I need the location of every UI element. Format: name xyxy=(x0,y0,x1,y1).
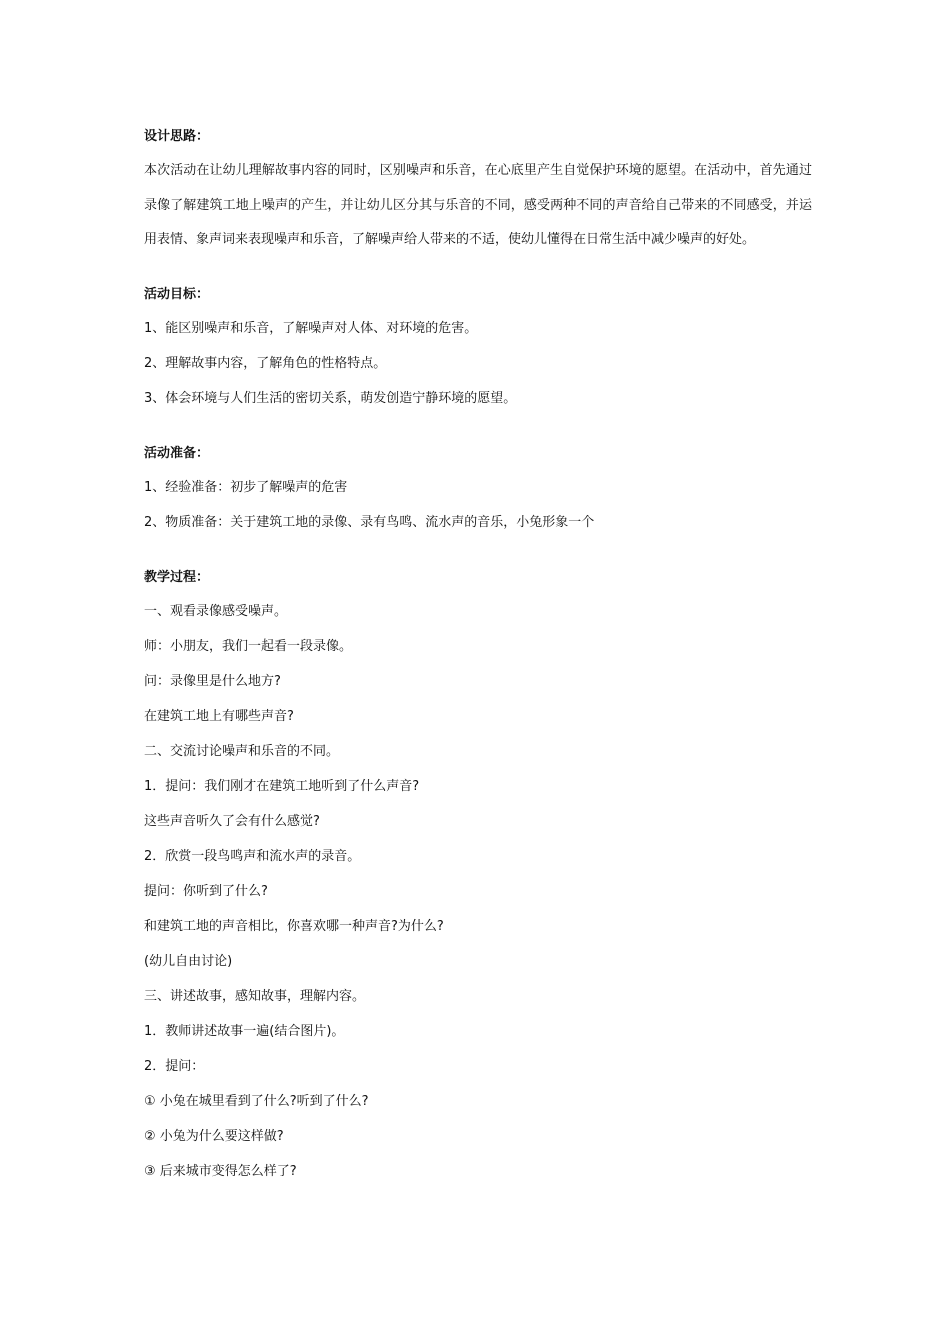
document-content xyxy=(144,128,812,1198)
design-heading: 设计思路： xyxy=(144,129,210,144)
process-line: 和建筑工地的声音相比，你喜欢哪一种声音?为什么? xyxy=(144,918,444,934)
process-line: 三、讲述故事，感知故事，理解内容。 xyxy=(144,988,366,1004)
process-line: 二、交流讨论噪声和乐音的不同。 xyxy=(144,743,340,759)
preparation-item: 2、物质准备：关于建筑工地的录像、录有鸟鸣、流水声的音乐，小兔形象一个 xyxy=(144,514,595,530)
goal-item: 3、体会环境与人们生活的密切关系，萌发创造宁静环境的愿望。 xyxy=(144,390,517,406)
process-line: 这些声音听久了会有什么感觉? xyxy=(144,813,320,829)
goals-heading: 活动目标： xyxy=(144,286,210,302)
process-line: ① 小兔在城里看到了什么?听到了什么? xyxy=(144,1093,369,1109)
process-line: ③ 后来城市变得怎么样了? xyxy=(144,1163,297,1179)
goal-item: 1、能区别噪声和乐音，了解噪声对人体、对环境的危害。 xyxy=(144,320,478,336)
process-line: ② 小兔为什么要这样做? xyxy=(144,1128,284,1144)
design-paragraph: 本次活动在让幼儿理解故事内容的同时，区别噪声和乐音，在心底里产生自觉保护环境的愿望。在活动中，首先通过录像了解建筑工地上噪声的产生，并让幼儿区分其与乐音的不同，感受两种不同的声音给自己带来的不同感受，并运用表情、象声词来表现噪声和乐音，了解噪声给人带来的不适，使幼儿懂得在日常生活中减少噪声的好处。 xyxy=(144,163,812,247)
process-line: 一、观看录像感受噪声。 xyxy=(144,603,288,619)
process-line: 2．提问： xyxy=(144,1058,205,1074)
preparation-heading: 活动准备： xyxy=(144,445,210,461)
goal-item: 2、理解故事内容，了解角色的性格特点。 xyxy=(144,355,387,371)
process-line: 2．欣赏一段鸟鸣声和流水声的录音。 xyxy=(144,848,361,864)
process-line: 师：小朋友，我们一起看一段录像。 xyxy=(144,638,353,654)
process-line: 问：录像里是什么地方? xyxy=(144,673,281,689)
process-heading: 教学过程： xyxy=(144,569,210,585)
process-line: 1．提问：我们刚才在建筑工地听到了什么声音? xyxy=(144,778,420,794)
process-line: 1．教师讲述故事一遍(结合图片)。 xyxy=(144,1023,345,1039)
process-line: 在建筑工地上有哪些声音? xyxy=(144,708,294,724)
preparation-item: 1、经验准备：初步了解噪声的危害 xyxy=(144,479,348,495)
process-line: 提问：你听到了什么? xyxy=(144,883,268,899)
process-line: (幼儿自由讨论) xyxy=(144,953,233,969)
